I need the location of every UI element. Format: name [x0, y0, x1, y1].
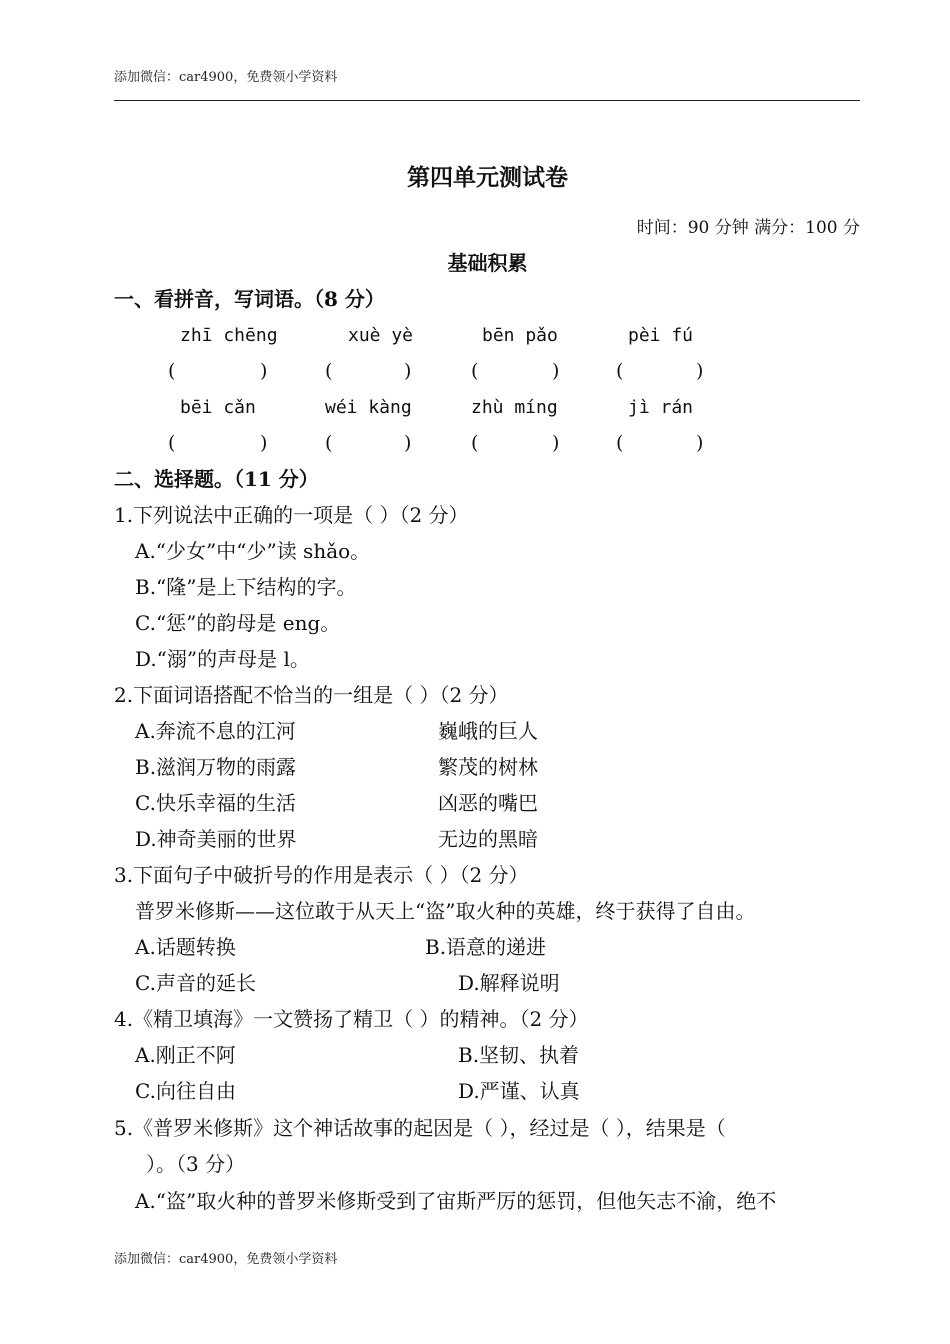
pinyin-item: zhī chēng [180, 325, 278, 346]
question-1-option: A.“少女”中“少”读 shǎo。 [135, 539, 371, 563]
question-4-option: A.刚正不阿 [135, 1043, 236, 1067]
question-3-sentence: 普罗米修斯——这位敢于从天上“盗”取火种的英雄，终于获得了自由。 [135, 899, 756, 923]
question-2-option-right: 凶恶的嘴巴 [438, 791, 538, 815]
question-1-option: C.“惩”的韵母是 eng。 [135, 611, 341, 635]
answer-paren-open: ( [168, 432, 176, 454]
question-4-option: C.向往自由 [135, 1079, 236, 1103]
pinyin-item: bēi cǎn [180, 397, 256, 418]
question-2-option-right: 无边的黑暗 [438, 827, 538, 851]
question-5-option-a: A.“盗”取火种的普罗米修斯受到了宙斯严厉的惩罚，但他矢志不渝，绝不 [135, 1189, 777, 1213]
section-subtitle: 基础积累 [447, 251, 528, 275]
question-2-option-right: 繁茂的树林 [438, 755, 538, 779]
question-2-option-left: D.神奇美丽的世界 [135, 827, 297, 851]
question-5-stem-continued: ）。（3 分） [146, 1152, 246, 1176]
exam-meta: 时间：90 分钟 满分：100 分 [636, 218, 860, 238]
question-1-option: B.“隆”是上下结构的字。 [135, 575, 357, 599]
pinyin-item: wéi kàng [325, 397, 412, 418]
pinyin-item: jì rán [628, 397, 694, 418]
answer-paren-open: ( [325, 360, 333, 382]
pinyin-item: zhù míng [471, 397, 558, 418]
header-rule [114, 100, 860, 101]
answer-paren-close: ) [696, 432, 704, 454]
question-2-option-left: A.奔流不息的江河 [135, 719, 296, 743]
question-3-option: C.声音的延长 [135, 971, 256, 995]
question-2-option-left: C.快乐幸福的生活 [135, 791, 296, 815]
answer-paren-close: ) [404, 432, 412, 454]
answer-paren-open: ( [471, 360, 479, 382]
pinyin-item: pèi fú [628, 325, 694, 346]
question-3-option: B.语意的递进 [425, 935, 547, 959]
answer-paren-open: ( [471, 432, 479, 454]
answer-paren-close: ) [552, 432, 560, 454]
answer-paren-open: ( [616, 432, 624, 454]
answer-paren-open: ( [616, 360, 624, 382]
answer-paren-close: ) [696, 360, 704, 382]
question-1-stem: 1.下列说法中正确的一项是（ ）（2 分） [114, 503, 469, 527]
page-header: 添加微信：car4900，免费领小学资料 [114, 70, 338, 85]
page-title: 第四单元测试卷 [407, 164, 568, 191]
question-2-option-left: B.滋润万物的雨露 [135, 755, 297, 779]
question-3-stem: 3.下面句子中破折号的作用是表示（ ）（2 分） [114, 863, 529, 887]
answer-paren-close: ) [552, 360, 560, 382]
answer-paren-close: ) [260, 360, 268, 382]
section1-heading: 一、看拼音，写词语。（8 分） [114, 287, 385, 311]
question-4-option: B.坚韧、执着 [458, 1043, 580, 1067]
question-3-option: A.话题转换 [135, 935, 236, 959]
question-3-option: D.解释说明 [458, 971, 560, 995]
question-2-option-right: 巍峨的巨人 [438, 719, 538, 743]
pinyin-item: xuè yè [348, 325, 414, 346]
question-4-option: D.严谨、认真 [458, 1079, 580, 1103]
answer-paren-open: ( [325, 432, 333, 454]
answer-paren-close: ) [404, 360, 412, 382]
question-2-stem: 2.下面词语搭配不恰当的一组是（ ）（2 分） [114, 683, 509, 707]
section2-heading: 二、选择题。（11 分） [114, 467, 319, 491]
pinyin-item: bēn pǎo [482, 325, 558, 346]
question-1-option: D.“溺”的声母是 l。 [135, 647, 310, 671]
question-5-stem: 5.《普罗米修斯》这个神话故事的起因是（ ），经过是（ ），结果是（ [114, 1116, 726, 1140]
page-footer: 添加微信：car4900，免费领小学资料 [114, 1252, 338, 1267]
question-4-stem: 4.《精卫填海》一文赞扬了精卫（ ）的精神。（2 分） [114, 1007, 589, 1031]
answer-paren-close: ) [260, 432, 268, 454]
answer-paren-open: ( [168, 360, 176, 382]
